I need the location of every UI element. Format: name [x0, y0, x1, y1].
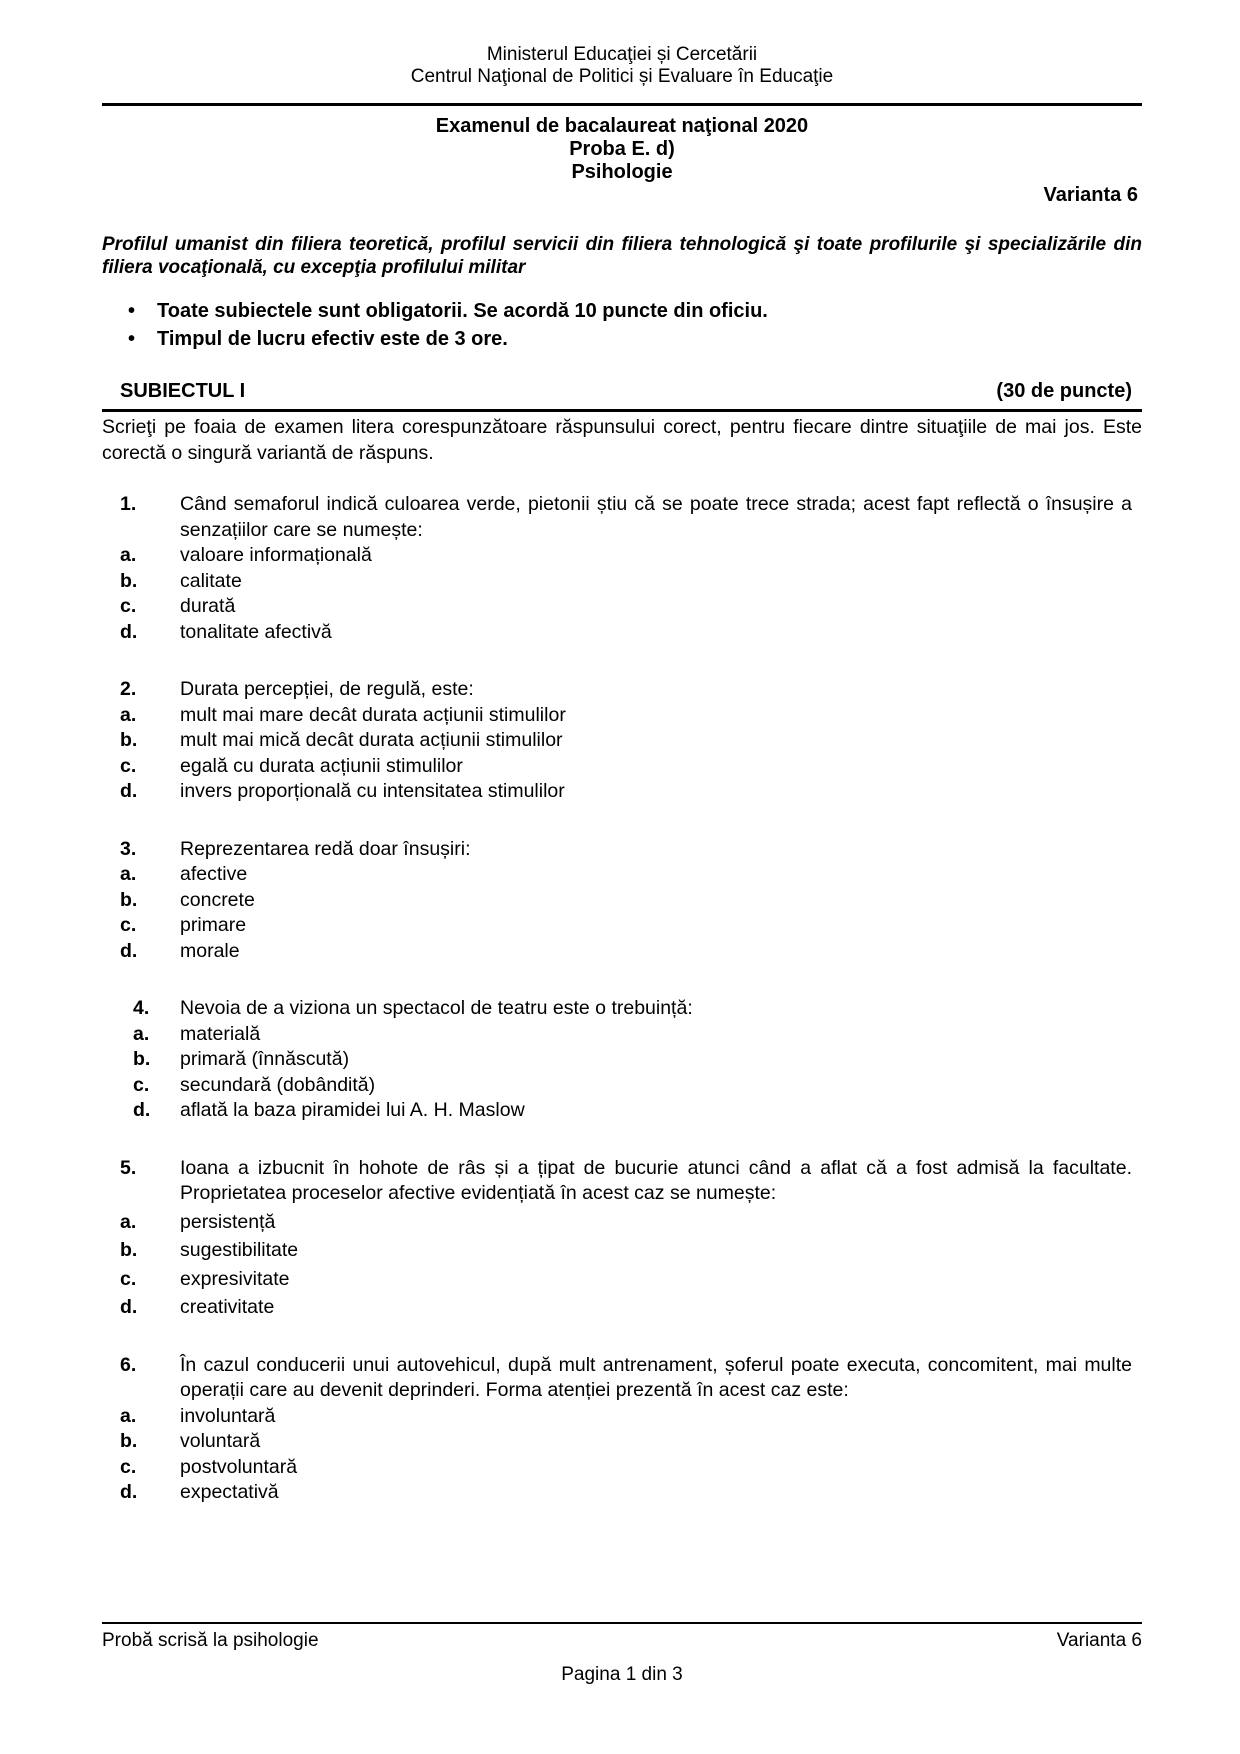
option-text: materială [180, 1022, 261, 1045]
footer-variant: Varianta 6 [1056, 1630, 1142, 1651]
option-text: tonalitate afectivă [180, 620, 332, 643]
option-letter: b. [120, 888, 138, 911]
option-row [120, 1047, 1132, 1073]
option-letter: c. [120, 595, 137, 617]
question-row [120, 677, 1132, 703]
exam-proba: Proba E. d) [569, 138, 675, 160]
option-row [120, 1480, 1132, 1506]
bullet-item: • Timpul de lucru efectiv este de 3 ore. [118, 325, 1142, 353]
question-number: 2. [120, 678, 137, 700]
question-5 [120, 1156, 1132, 1321]
question-row [120, 837, 1132, 863]
option-row [120, 1455, 1132, 1481]
option-letter: a. [120, 1210, 137, 1233]
option-text: morale [180, 939, 240, 962]
question-text: Reprezentarea redă doar însușiri: [180, 837, 471, 860]
option-letter: d. [133, 1099, 151, 1121]
option-text: primară (înnăscută) [180, 1048, 350, 1070]
option-text: concrete [180, 888, 255, 911]
question-number: 3. [120, 837, 137, 860]
option-row [120, 1295, 1132, 1321]
option-text: afective [180, 863, 248, 885]
option-row [120, 888, 1132, 914]
question-text: Durata percepției, de regulă, este: [180, 678, 474, 700]
question-number: 1. [120, 493, 137, 515]
page-footer [102, 1622, 1142, 1686]
option-text: secundară (dobândită) [180, 1073, 376, 1096]
question-number: 4. [133, 997, 150, 1019]
option-row [120, 939, 1132, 965]
option-row [120, 728, 1132, 754]
header-divider [102, 103, 1142, 106]
option-letter: b. [120, 729, 138, 751]
question-6 [120, 1353, 1132, 1506]
question-3 [120, 837, 1132, 965]
option-letter: a. [120, 1404, 137, 1427]
option-letter: b. [133, 1048, 151, 1070]
option-letter: b. [120, 1239, 138, 1261]
question-4 [120, 996, 1132, 1124]
question-text: În cazul conducerii unui autovehicul, după mult antrenament, șoferul poate executa, concomitent, mai multe operații care au devenit deprinderi. Forma atenției prezentă în acest caz este: [180, 1353, 1132, 1401]
footer-left: Probă scrisă la psihologie [102, 1630, 319, 1651]
option-text: calitate [180, 569, 242, 592]
option-text: durată [180, 595, 236, 617]
option-row [120, 1404, 1132, 1430]
ministry-name: Ministerul Educaţiei și Cercetării [486, 44, 758, 65]
option-letter: d. [120, 1296, 138, 1318]
option-text: egală cu durata acțiunii stimulilor [180, 754, 463, 777]
option-row [120, 1429, 1132, 1455]
option-text: sugestibilitate [180, 1239, 299, 1261]
question-number: 5. [120, 1156, 137, 1179]
footer-row [102, 1630, 1142, 1652]
option-letter: b. [120, 1430, 138, 1452]
option-text: aflată la baza piramidei lui A. H. Maslow [180, 1099, 525, 1121]
variant-label: Varianta 6 [1043, 184, 1138, 206]
exam-subject: Psihologie [571, 161, 673, 183]
option-letter: a. [120, 544, 137, 566]
section-header [102, 379, 1142, 412]
section-points: (30 de puncte) [996, 380, 1132, 402]
option-row [120, 543, 1132, 569]
option-row [120, 779, 1132, 805]
bullet-item: • Toate subiectele sunt obligatorii. Se acordă 10 puncte din oficiu. [118, 297, 1142, 325]
option-row [120, 569, 1132, 595]
option-text: invers proporțională cu intensitatea stimulilor [180, 780, 565, 802]
question-2 [120, 677, 1132, 805]
profile-note: Profilul umanist din filiera teoretică, profilul servicii din filiera tehnologică şi toate profilurile şi specializările din filiera vocaţională, cu excepţia profilului militar [102, 234, 1142, 278]
question-row [120, 996, 1132, 1022]
option-letter: c. [120, 754, 137, 777]
option-text: primare [180, 914, 247, 936]
title-block [102, 115, 1142, 184]
option-letter: b. [120, 569, 138, 592]
option-letter: d. [120, 939, 138, 962]
question-row [120, 1156, 1132, 1207]
option-letter: c. [133, 1073, 150, 1096]
question-list [120, 492, 1132, 1506]
option-row [120, 862, 1132, 888]
option-text: postvoluntară [180, 1455, 298, 1478]
option-row [120, 1098, 1132, 1124]
option-row [120, 1022, 1132, 1048]
option-row [120, 594, 1132, 620]
option-text: mult mai mică decât durata acțiunii stimulilor [180, 729, 563, 751]
option-text: involuntară [180, 1404, 276, 1427]
page-number: Pagina 1 din 3 [561, 1664, 683, 1685]
option-row [120, 913, 1132, 939]
option-text: valoare informațională [180, 544, 372, 566]
option-row [120, 1210, 1132, 1236]
question-text: Când semaforul indică culoarea verde, pietonii știu că se poate trece strada; acest fapt reflectă o însușire a senzațiilor care se numește: [180, 493, 1132, 541]
question-1 [120, 492, 1132, 645]
question-row [120, 1353, 1132, 1404]
option-row [120, 620, 1132, 646]
option-row [120, 1267, 1132, 1293]
option-letter: a. [133, 1022, 150, 1045]
option-letter: c. [120, 1455, 137, 1478]
option-text: expectativă [180, 1481, 279, 1503]
option-row [120, 1238, 1132, 1264]
option-letter: a. [120, 703, 137, 726]
option-row [120, 754, 1132, 780]
option-text: creativitate [180, 1296, 275, 1318]
option-row [120, 703, 1132, 729]
question-text: Nevoia de a viziona un spectacol de teatru este o trebuință: [180, 997, 693, 1019]
option-letter: d. [120, 780, 138, 802]
option-letter: c. [120, 1267, 137, 1290]
question-number: 6. [120, 1353, 137, 1376]
option-row [120, 1073, 1132, 1099]
option-text: voluntară [180, 1430, 261, 1452]
section-title: SUBIECTUL I [120, 380, 246, 402]
option-letter: d. [120, 620, 138, 643]
option-letter: c. [120, 914, 137, 936]
exam-title: Examenul de bacalaureat naţional 2020 [435, 115, 809, 137]
section-instructions: Scrieţi pe foaia de examen litera corespunzătoare răspunsului corect, pentru fiecare dintre situaţiile de mai jos. Este corectă o singură variantă de răspuns. [102, 416, 1142, 464]
option-letter: d. [120, 1481, 138, 1503]
question-text: Ioana a izbucnit în hohote de râs și a țipat de bucurie atunci când a aflat că a fost admisă la facultate. Proprietatea proceselor afective evidențiată în acest caz se numește: [180, 1156, 1132, 1204]
general-instructions [118, 297, 1142, 353]
question-row [120, 492, 1132, 543]
center-name: Centrul Naţional de Politici și Evaluare în Educaţie [410, 65, 834, 87]
option-text: mult mai mare decât durata acțiunii stimulilor [180, 703, 566, 726]
option-letter: a. [120, 863, 137, 885]
option-text: persistență [180, 1210, 276, 1233]
document-header [102, 44, 1142, 87]
option-text: expresivitate [180, 1267, 290, 1290]
